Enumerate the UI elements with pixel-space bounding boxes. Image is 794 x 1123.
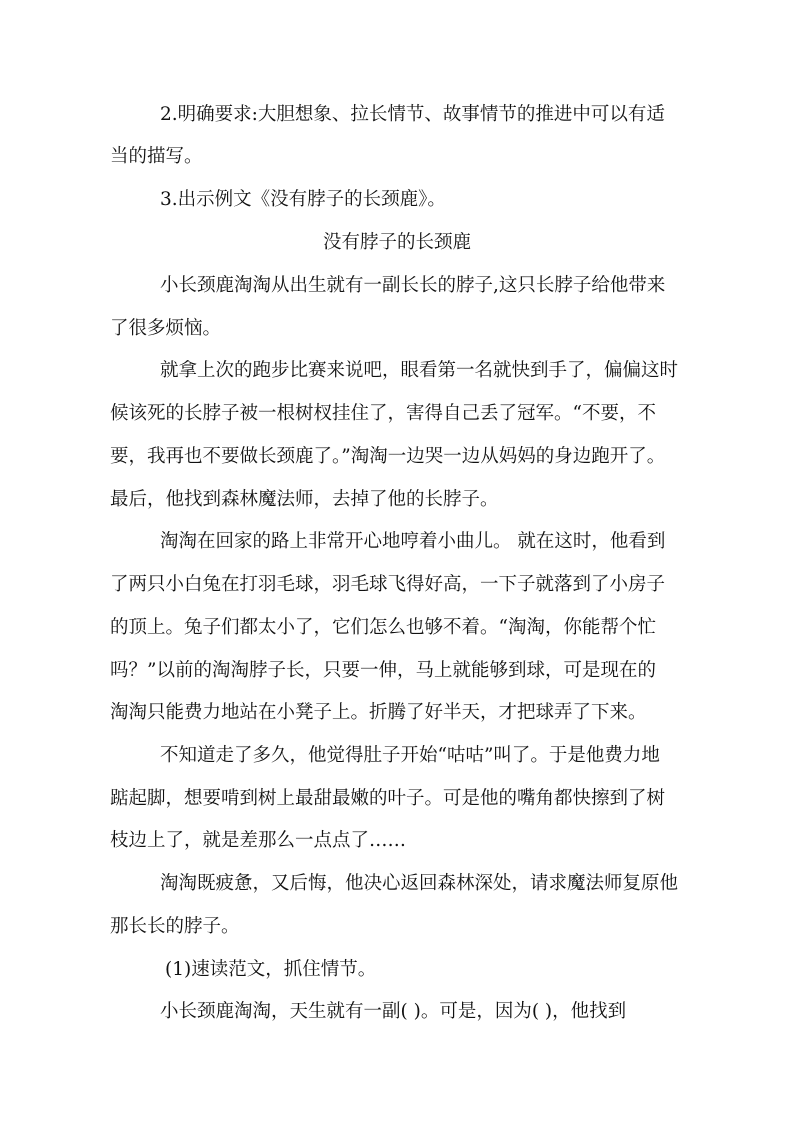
text-line-8: 候该死的长脖子被一根树杈挂住了，害得自己丢了冠军。“不要，不 [110, 403, 656, 424]
text-line-19: 淘淘既疲惫，又后悔，他决心返回森林深处，请求魔法师复原他 [160, 873, 679, 894]
text-line-1: 2.明确要求:大胆想象、拉长情节、故事情节的推进中可以有适 [160, 104, 665, 125]
text-line-18: 枝边上了，就是差那么一点点了…… [110, 830, 407, 851]
text-line-14: 吗？”以前的淘淘脖子长，只要一伸，马上就能够到球，可是现在的 [110, 660, 656, 681]
text-line-3: 3.出示例文《没有脖子的长颈鹿》。 [160, 189, 446, 210]
text-line-7: 就拿上次的跑步比赛来说吧，眼看第一名就快到手了，偏偏这时 [160, 360, 679, 381]
text-line-15: 淘淘只能费力地站在小凳子上。折腾了好半天，才把球弄了下来。 [110, 702, 647, 723]
text-line-21: (1)速读范文，抓住情节。 [165, 959, 377, 980]
text-line-12: 了两只小白兔在打羽毛球，羽毛球飞得好高，一下子就落到了小房子 [110, 574, 666, 595]
text-line-11: 淘淘在回家的路上非常开心地哼着小曲儿。 就在这时，他看到 [160, 531, 666, 552]
text-line-22: 小长颈鹿淘淘，天生就有一副( )。可是，因为( )，他找到 [160, 1001, 627, 1022]
text-line-10: 最后，他找到森林魔法师，去掉了他的长脖子。 [110, 489, 499, 510]
essay-title: 没有脖子的长颈鹿 [322, 232, 471, 253]
text-line-20: 那长长的脖子。 [110, 916, 240, 937]
text-line-6: 了很多烦恼。 [110, 318, 222, 339]
text-line-5: 小长颈鹿淘淘从出生就有一副长长的脖子,这只长脖子给他带来 [160, 275, 666, 296]
text-line-2: 当的描写。 [110, 146, 203, 167]
text-line-16: 不知道走了多久，他觉得肚子开始“咕咕”叫了。于是他费力地 [160, 745, 660, 766]
text-line-9: 要，我再也不要做长颈鹿了。”淘淘一边哭一边从妈妈的身边跑开了。 [110, 446, 666, 467]
text-line-13: 的顶上。兔子们都太小了，它们怎么也够不着。“淘淘，你能帮个忙 [110, 617, 656, 638]
text-line-17: 踮起脚，想要啃到树上最甜最嫩的叶子。可是他的嘴角都快擦到了树 [110, 788, 666, 809]
